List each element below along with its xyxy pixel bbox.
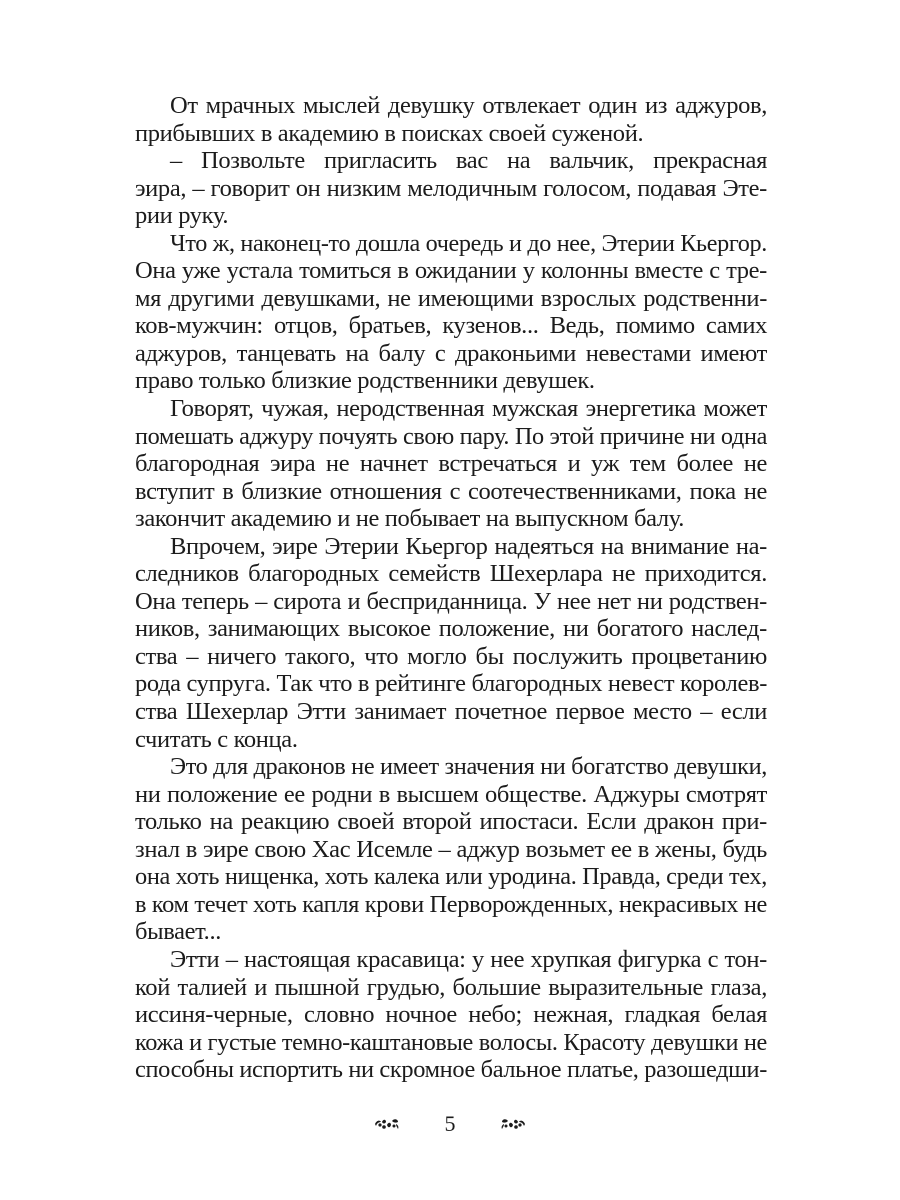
paragraph <box>135 395 767 533</box>
text-line: в ком течет хоть капля крови Перворожденных, некрасивых не <box>135 890 767 918</box>
text-line: вступит в близкие отношения с соотечественниками, пока не <box>135 477 767 505</box>
text-line: считать с конца. <box>135 725 298 753</box>
text-line: закончит академию и не побывает на выпускном балу. <box>135 505 684 533</box>
text-line: следников благородных семейств Шехерлара не приходится. <box>135 560 767 588</box>
text-line: прибывших в академию в поисках своей суженой. <box>135 119 644 147</box>
text-line: способны испортить ни скромное бальное платье, разошедши- <box>135 1056 767 1084</box>
text-line: рии руку. <box>135 202 229 230</box>
text-line: благородная эира не начнет встречаться и уж тем более не <box>135 450 767 478</box>
text-line: Она уже устала томиться в ожидании у колонны вместе с тре- <box>135 257 767 285</box>
text-line: аджуров, танцевать на балу с драконьими невестами имеют <box>135 339 767 367</box>
paragraph <box>135 92 767 147</box>
text-line: мя другими девушками, не имеющими взрослых родственни- <box>135 284 767 312</box>
page-footer <box>0 1108 900 1140</box>
text-line: Что ж, наконец-то дошла очередь и до нее, Этерии Кьергор. <box>169 229 767 257</box>
text-line: иссиня-черные, словно ночное небо; нежная, гладкая белая <box>135 1001 767 1029</box>
page-number: 5 <box>444 1111 456 1136</box>
text-line: – Позвольте пригласить вас на вальчик, прекрасная <box>170 147 767 175</box>
text-line: ни положение ее родни в высшем обществе. Аджуры смотрят <box>135 780 767 808</box>
paragraph <box>135 230 767 395</box>
text-line: эира, – говорит он низким мелодичным голосом, подавая Эте- <box>135 174 767 202</box>
text-line: ства – ничего такого, что могло бы послужить процветанию <box>135 642 767 670</box>
paragraph <box>135 533 767 753</box>
text-line: знал в эире свою Хас Исемле – аджур возьмет ее в жены, будь <box>135 835 767 863</box>
text-line: помешать аджуру почуять свою пару. По этой причине ни одна <box>135 422 767 450</box>
text-line: ства Шехерлар Этти занимает почетное первое место – если <box>135 698 767 726</box>
text-line: Впрочем, эире Этерии Кьергор надеяться на внимание на- <box>170 532 767 560</box>
text-line: ников, занимающих высокое положение, ни богатого наслед- <box>135 615 767 643</box>
text-line: бывает... <box>135 918 222 946</box>
text-line: Это для драконов не имеет значения ни богатство девушки, <box>169 753 767 781</box>
text-line: право только близкие родственники девушек. <box>135 367 595 395</box>
paragraph <box>135 753 767 946</box>
body-text <box>135 92 767 1084</box>
text-line: кой талией и пышной грудью, большие выразительные глаза, <box>135 973 767 1001</box>
text-line: она хоть нищенка, хоть калека или уродина. Правда, среди тех, <box>135 863 767 891</box>
text-line: Говорят, чужая, неродственная мужская энергетика может <box>170 395 767 423</box>
floral-ornament-right-icon <box>500 1116 526 1132</box>
text-line: Этти – настоящая красавица: у нее хрупкая фигурка с тон- <box>170 945 767 973</box>
text-line: От мрачных мыслей девушку отвлекает один из аджуров, <box>170 92 767 119</box>
paragraph <box>135 147 767 230</box>
paragraph <box>135 946 767 1084</box>
text-line: рода супруга. Так что в рейтинге благородных невест королев- <box>135 670 767 698</box>
text-line: ков-мужчин: отцов, братьев, кузенов... Ведь, помимо самих <box>135 312 767 340</box>
text-line: только на реакцию своей второй ипостаси. Если дракон при- <box>135 808 767 836</box>
text-line: кожа и густые темно-каштановые волосы. Красоту девушки не <box>135 1028 767 1056</box>
floral-ornament-left-icon <box>374 1116 400 1132</box>
text-line: Она теперь – сирота и бесприданница. У нее нет ни родствен- <box>135 587 767 615</box>
